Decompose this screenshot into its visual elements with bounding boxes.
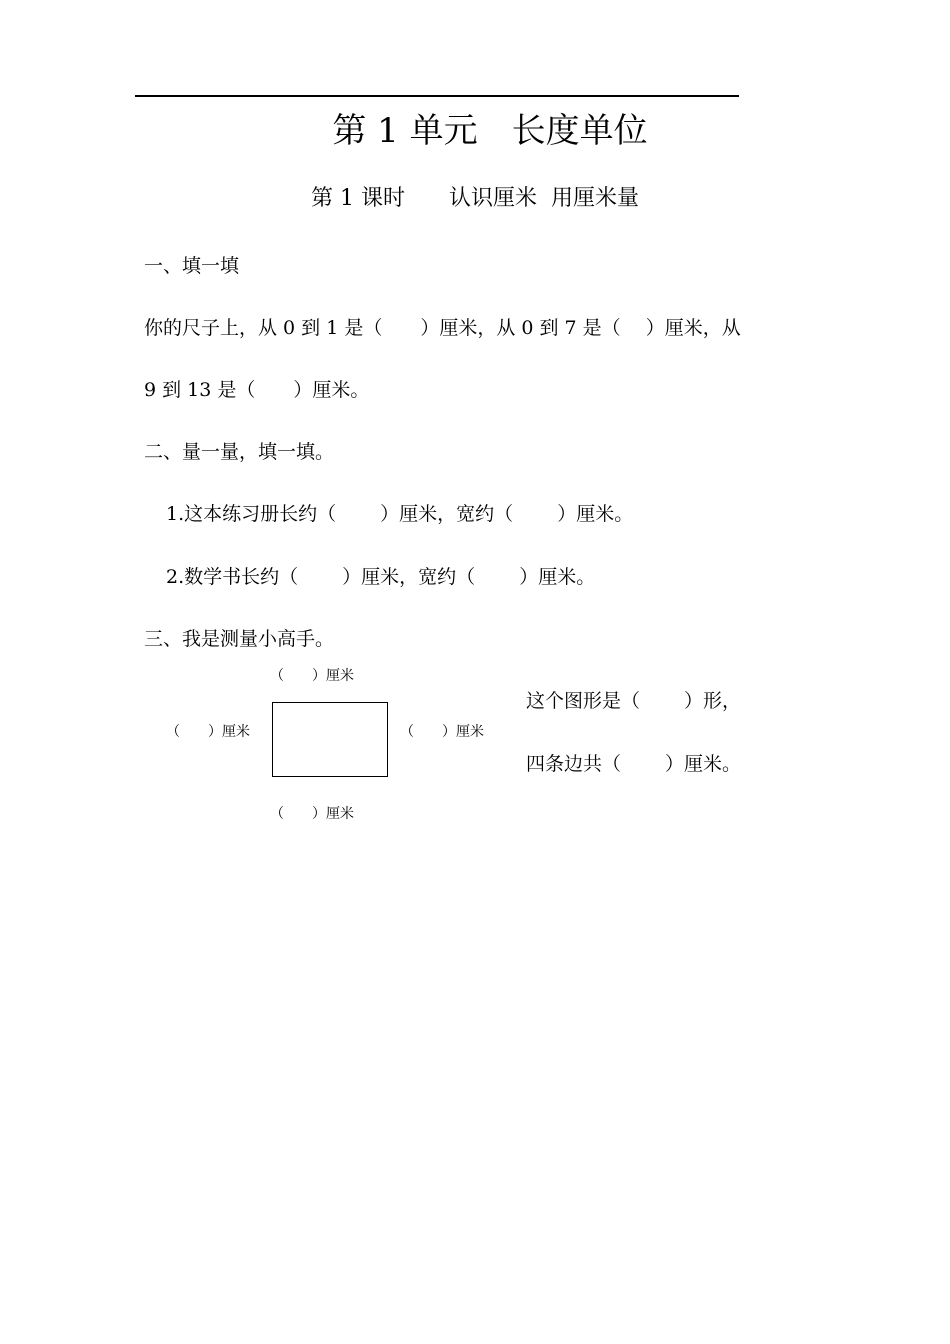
section2-item1: 1.这本练习册长约（ ）厘米，宽约（ ）厘米。 — [166, 503, 634, 525]
rectangle-figure — [272, 702, 388, 777]
lesson-title: 第 1 课时 认识厘米 用厘米量 — [311, 186, 639, 211]
section1-heading: 一、填一填 — [144, 255, 240, 277]
section3-heading: 三、我是测量小高手。 — [144, 628, 335, 650]
rectangle-left-label: （ ）厘米 — [166, 724, 250, 740]
rectangle-bottom-label: （ ）厘米 — [270, 806, 354, 822]
section2-item2: 2.数学书长约（ ）厘米，宽约（ ）厘米。 — [166, 566, 596, 588]
rectangle-top-label: （ ）厘米 — [270, 668, 354, 684]
section1-line1: 你的尺子上，从 0 到 1 是（ ）厘米，从 0 到 7 是（ ）厘米，从 — [144, 317, 741, 339]
section2-heading: 二、量一量，填一填。 — [144, 441, 335, 463]
rectangle-right-label: （ ）厘米 — [400, 724, 484, 740]
unit-title: 第 1 单元 长度单位 — [332, 111, 648, 151]
section3-question2: 四条边共（ ）厘米。 — [526, 753, 742, 775]
header-rule — [135, 95, 739, 97]
section1-line2: 9 到 13 是（ ）厘米。 — [144, 379, 370, 401]
section3-question1: 这个图形是（ ）形， — [526, 690, 742, 712]
